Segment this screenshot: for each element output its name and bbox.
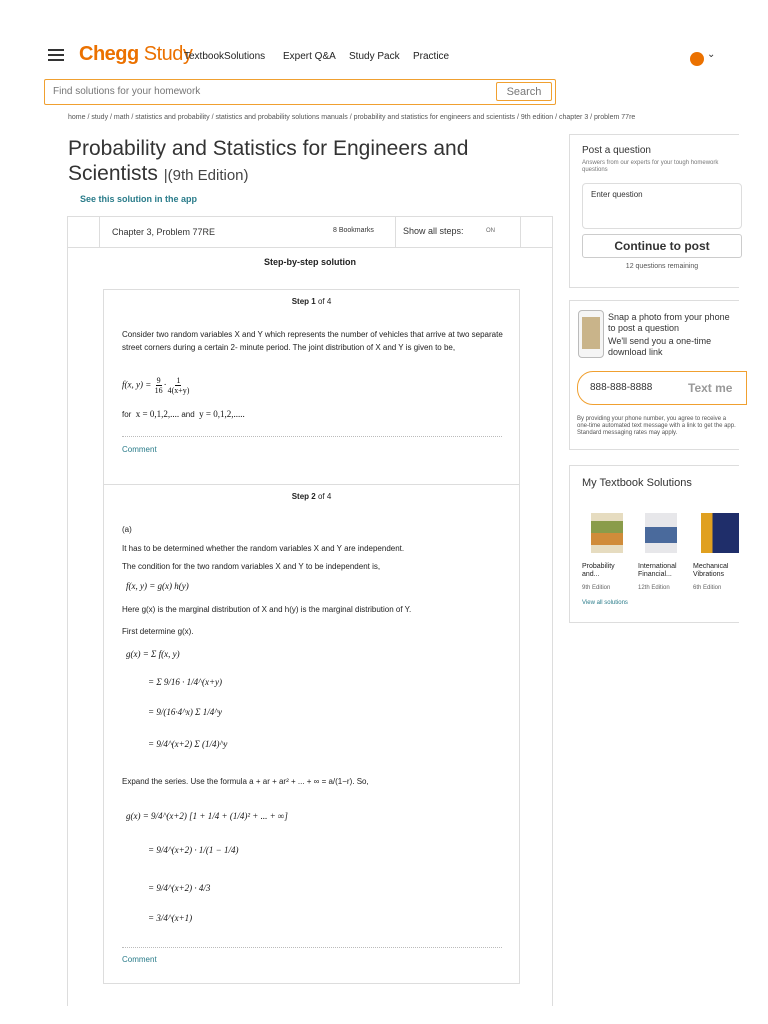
book-edition: 12th Edition xyxy=(638,585,670,591)
chevron-down-icon[interactable]: ⌄ xyxy=(707,49,716,60)
phone-number-input[interactable] xyxy=(577,371,747,405)
g-equation-1: g(x) = Σ f(x, y) xyxy=(126,649,180,659)
nav-textbook-solutions[interactable]: TextbookSolutions xyxy=(184,51,266,62)
questions-remaining: 12 questions remaining xyxy=(625,263,699,270)
book-cover[interactable] xyxy=(591,513,623,553)
series-equation-1: g(x) = 9/4^(x+2) [1 + 1/4 + (1/4)² + ... + ∞] xyxy=(126,811,288,821)
step-1-header: Step 1 of 4 xyxy=(291,297,332,306)
book-title[interactable]: International Financial... xyxy=(638,563,677,578)
page-title xyxy=(68,136,528,188)
app-link[interactable]: See this solution in the app xyxy=(80,194,198,204)
question-input[interactable] xyxy=(582,183,742,229)
book-title[interactable]: Probability and... xyxy=(582,563,615,578)
series-equation-4: = 3/4^(x+1) xyxy=(148,913,193,923)
step-2-line-2: The condition for the two random variables X and Y to be independent is, xyxy=(122,562,381,571)
book-cover[interactable] xyxy=(701,513,739,553)
divider xyxy=(99,216,100,248)
comment-link[interactable]: Comment xyxy=(122,955,157,964)
book-cover[interactable] xyxy=(645,513,677,553)
joint-distribution-equation: f(x, y) = $\frac{9}{16}$ · $\frac{1}{4(x+y)}$ xyxy=(122,376,190,395)
book-edition: |(9th Edition) xyxy=(163,167,249,184)
divider xyxy=(122,436,502,437)
search-button[interactable]: Search xyxy=(496,82,552,101)
post-question-subtitle: Answers from our experts for your tough homework questions xyxy=(582,160,719,173)
phone-icon xyxy=(578,310,604,358)
book-edition: 9th Edition xyxy=(582,585,611,591)
step-1-text: Consider two random variables X and Y which represents the number of vehicles that arrive at two separate street corners during a certain 2- minute period. The joint distribution of X and Y is given to be, xyxy=(122,330,503,352)
text-me-button[interactable]: Text me xyxy=(688,381,733,395)
step-by-step-title: Step-by-step solution xyxy=(264,257,356,267)
g-equation-2: = Σ 9/16 · 1/4^(x+y) xyxy=(148,677,223,687)
step-2-header: Step 2 of 4 xyxy=(291,492,332,501)
question-placeholder: Enter question xyxy=(591,190,643,199)
view-all-solutions-link[interactable]: View all solutions xyxy=(582,600,628,606)
book-title[interactable]: Mechanical Vibrations xyxy=(693,563,729,578)
continue-to-post-button[interactable]: Continue to post xyxy=(582,234,742,258)
my-textbook-solutions-title: My Textbook Solutions xyxy=(582,477,692,489)
bookmarks-count[interactable]: 8 Bookmarks xyxy=(333,227,374,234)
logo-product: Study xyxy=(143,43,193,65)
step-1-box xyxy=(103,289,520,485)
g-equation-3: = 9/(16·4^x) Σ 1/4^y xyxy=(148,707,222,717)
series-equation-2: = 9/4^(x+2) · 1/(1 − 1/4) xyxy=(148,845,239,855)
menu-icon[interactable] xyxy=(48,46,64,64)
book-title: Probability and Statistics for Engineers and Scientists xyxy=(68,137,469,185)
step-2-box xyxy=(103,484,520,984)
logo-brand: Chegg xyxy=(79,43,139,65)
chegg-logo[interactable] xyxy=(79,43,192,66)
part-label: (a) xyxy=(122,525,132,534)
marginal-explanation: Here g(x) is the marginal distribution of X and h(y) is the marginal distribution of Y. xyxy=(122,605,412,614)
independence-condition: f(x, y) = g(x) h(y) xyxy=(126,581,189,591)
first-determine: First determine g(x). xyxy=(122,627,194,636)
show-all-steps-label: Show all steps: xyxy=(403,226,464,236)
g-equation-4: = 9/4^(x+2) Σ (1/4)^y xyxy=(148,739,228,749)
series-equation-3: = 9/4^(x+2) · 4/3 xyxy=(148,883,211,893)
breadcrumb[interactable]: home / study / math / statistics and probability / statistics and probability solutions manuals / probability and statistics for engineers and scientists / 9th edition / chapter 3 / problem 77re xyxy=(68,114,636,121)
chapter-problem-label: Chapter 3, Problem 77RE xyxy=(112,227,216,237)
step-2-line-1: It has to be determined whether the random variables X and Y are independent. xyxy=(122,544,405,553)
nav-study-pack[interactable]: Study Pack xyxy=(349,51,400,62)
book-edition: 6th Edition xyxy=(693,585,722,591)
sms-disclaimer: By providing your phone number, you agree to receive a one-time automated text message with a link to get the app. Standard messaging rates may apply. xyxy=(577,416,736,436)
snap-photo-text: Snap a photo from your phone to post a question We'll send you a one-time download link xyxy=(608,312,730,357)
post-question-title: Post a question xyxy=(582,145,651,156)
comment-link[interactable]: Comment xyxy=(122,445,157,454)
avatar[interactable] xyxy=(690,52,704,66)
range-line: for x = 0,1,2,.... and y = 0,1,2,..... xyxy=(122,409,245,419)
show-steps-toggle[interactable]: ON xyxy=(486,228,495,234)
search-bar xyxy=(44,79,556,105)
phone-placeholder: 888-888-8888 xyxy=(590,382,653,393)
divider xyxy=(520,216,521,248)
search-input[interactable] xyxy=(53,86,473,97)
nav-expert-qa[interactable]: Expert Q&A xyxy=(283,51,336,62)
nav-practice[interactable]: Practice xyxy=(413,51,450,62)
divider xyxy=(395,216,396,248)
divider xyxy=(122,947,502,948)
expand-series-text: Expand the series. Use the formula a + ar + ar² + ... + ∞ = a/(1−r). So, xyxy=(122,777,369,786)
